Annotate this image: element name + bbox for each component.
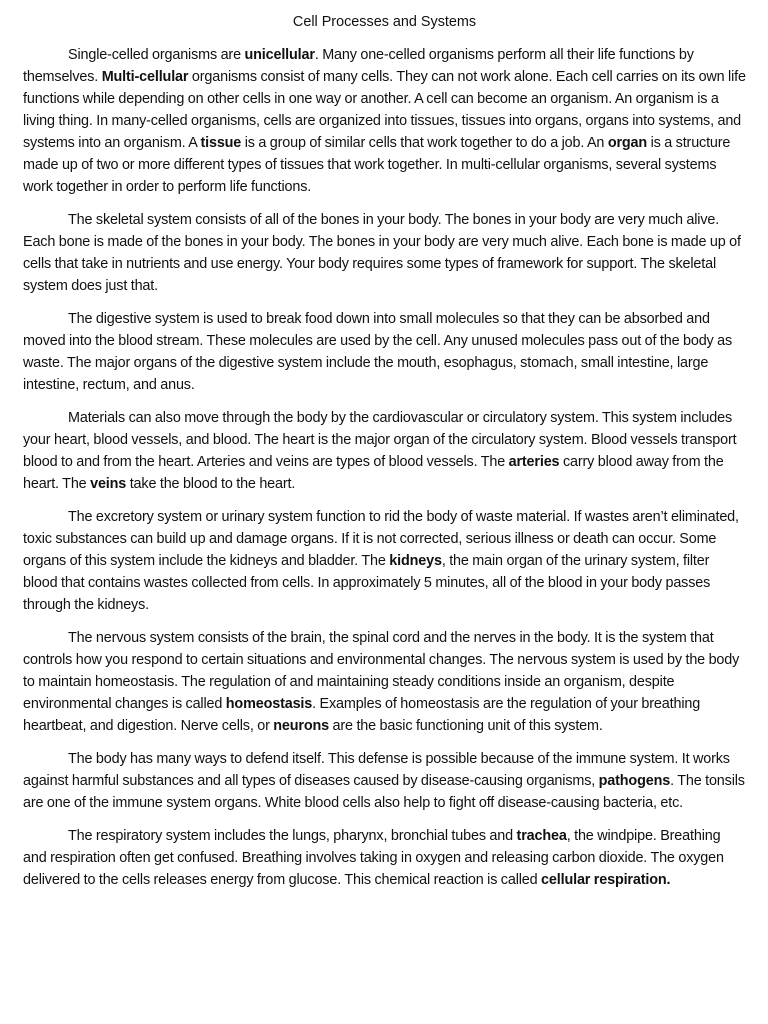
page-title: Cell Processes and Systems — [292, 14, 477, 30]
paragraph-text: organisms consist of many cells. They can not work alone. Each cell carries on its own life functions while depending on other cells in one way or another. A cell can become an organism. An organism is a living thing. In many-celled organisms, cells are organized into tissues, tissues into organs, organs into systems, and systems into an organism. A — [23, 69, 746, 151]
bold-term: tissue — [200, 135, 242, 151]
paragraph — [23, 44, 746, 198]
paragraph-text: , the windpipe. Breathing and respiration often get confused. Breathing involves taking in oxygen and releasing carbon dioxide. The oxygen delivered to the cells releases energy from glucose. This chemical reaction is called — [23, 828, 724, 888]
paragraph-text: The skeletal system consists of all of the bones in your body. The bones in your body are very much alive. Each bone is made of the bones in your body. The bones in your body are very much alive. Each bone is made up of cells that take in nutrients and use energy. Your body requires some types of framework for support. The skeletal system does just that. — [23, 212, 741, 294]
paragraph-text: is a group of similar cells that work together to do a job. An — [241, 135, 608, 151]
paragraph-text: take the blood to the heart. — [126, 476, 296, 492]
paragraph-text: The excretory system or urinary system function to rid the body of waste material. If wastes aren’t eliminated, toxic substances can build up and damage organs. If it is not corrected, serious illness or death can occur. Some organs of this system include the kidneys and bladder. The — [23, 509, 739, 569]
paragraph — [23, 407, 746, 495]
paragraph — [23, 506, 746, 616]
paragraph-text: . Many one-celled organisms perform all their life functions by themselves. — [23, 47, 694, 85]
bold-term: homeostasis — [225, 696, 313, 712]
bold-term: veins — [90, 476, 127, 492]
bold-term: Multi-cellular — [101, 69, 189, 85]
document-body — [23, 44, 746, 891]
bold-term: kidneys — [389, 553, 442, 569]
bold-term: cellular respiration. — [541, 872, 671, 888]
paragraph-text: , the main organ of the urinary system, filter blood that contains wastes collected from cells. In approximately 5 minutes, all of the blood in your body passes through the kidneys. — [23, 553, 711, 613]
paragraph-text: The respiratory system includes the lungs, pharynx, bronchial tubes and — [68, 828, 517, 844]
paragraph-text: is a structure made up of two or more different types of tissues that work together. In multi-cellular organisms, several systems work together in order to perform life functions. — [23, 135, 731, 195]
paragraph — [23, 627, 746, 737]
paragraph-text: carry blood away from the heart. The — [23, 454, 724, 492]
bold-term: pathogens — [598, 773, 671, 789]
paragraph-text: The digestive system is used to break food down into small molecules so that they can be absorbed and moved into the blood stream. These molecules are used by the cell. Any unused molecules pass out of the body as waste. The major organs of the digestive system include the mouth, esophagus, stomach, small intestine, large intestine, rectum, and anus. — [23, 311, 733, 393]
paragraph-text: are the basic functioning unit of this system. — [329, 718, 603, 734]
paragraph — [23, 748, 746, 814]
paragraph-text: The nervous system consists of the brain, the spinal cord and the nerves in the body. It is the system that controls how you respond to certain situations and environmental changes. The nervous system is used by the body to maintain homeostasis. The regulation of and maintaining steady conditions inside an organism, despite environmental changes is called — [23, 630, 740, 712]
paragraph-text: Materials can also move through the body by the cardiovascular or circulatory system. This system includes your heart, blood vessels, and blood. The heart is the major organ of the circulatory system. Blood vessels transport blood to and from the heart. Arteries and veins are types of blood vessels. The — [23, 410, 737, 470]
bold-term: unicellular — [244, 47, 315, 63]
bold-term: trachea — [516, 828, 567, 844]
bold-term: organ — [607, 135, 648, 151]
paragraph-text: The body has many ways to defend itself. This defense is possible because of the immune system. It works against harmful substances and all types of diseases caused by disease-causing organisms, — [23, 751, 730, 789]
bold-term: neurons — [273, 718, 329, 734]
paragraph — [23, 825, 746, 891]
paragraph-text: . The tonsils are one of the immune system organs. White blood cells also help to fight off disease-causing bacteria, etc. — [23, 773, 745, 811]
bold-term: arteries — [508, 454, 560, 470]
paragraph-text: Single-celled organisms are — [68, 47, 245, 63]
paragraph — [23, 308, 746, 396]
paragraph — [23, 209, 746, 297]
paragraph-text: . Examples of homeostasis are the regulation of your breathing heartbeat, and digestion. Nerve cells, or — [23, 696, 701, 734]
